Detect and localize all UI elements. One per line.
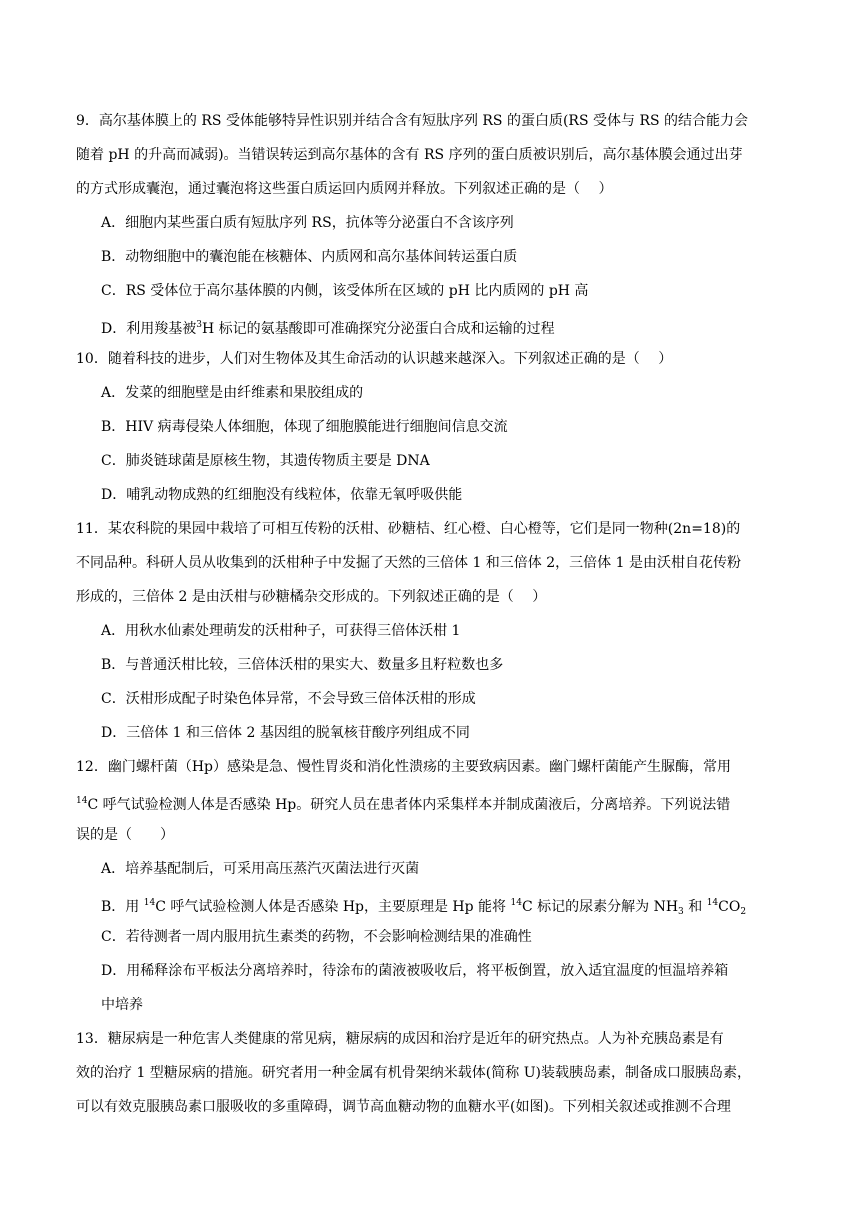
q9-stem-line-3: 的方式形成囊泡，通过囊泡将这些蛋白质运回内质网并释放。下列叙述正确的是（ ） [76,181,613,197]
q9-option-d-part2: H 标记的氨基酸即可准确探究分泌蛋白合成和运输的过程 [201,321,555,337]
q12-stem-superscript: 14 [76,796,88,806]
q12-stem-line-1: 12．幽门螺杆菌（Hp）感染是急、慢性胃炎和消化性溃疡的主要致病因素。幽门螺杆菌能产生脲酶，常用 [76,759,731,775]
q12-option-d-line-2: 中培养 [101,997,143,1013]
q11-stem-line-1: 11．某农科院的果园中栽培了可相互传粉的沃柑、砂糖桔、红心橙、白心橙等，它们是同一物种(2n=18)的 [76,521,741,537]
q9-option-a: A．细胞内某些蛋白质有短肽序列 RS，抗体等分泌蛋白不含该序列 [101,215,514,231]
q12-option-b-part5: CO [718,899,741,915]
q11-stem-line-2: 不同品种。科研人员从收集到的沃柑种子中发掘了天然的三倍体 1 和三倍体 2，三倍体 1 是由沃柑自花传粉 [76,555,741,571]
q9-stem-line-1: 9．高尔基体膜上的 RS 受体能够特异性识别并结合含有短肽序列 RS 的蛋白质(RS 受体与 RS 的结合能力会 [76,113,749,129]
q12-option-b-sup1: 14 [143,898,156,908]
q12-option-b-sup2: 14 [510,898,522,908]
q13-stem-line-3: 可以有效克服胰岛素口服吸收的多重障碍，调节高血糖动物的血糖水平(如图)。下列相关叙述或推测不合理 [76,1099,731,1115]
q12-option-b-part2: C 呼气试验检测人体是否感染 Hp，主要原理是 Hp 能将 [155,899,511,915]
q10-option-d: D．哺乳动物成熟的红细胞没有线粒体，依靠无氧呼吸供能 [101,487,463,503]
q12-option-b-sup3: 14 [706,898,719,908]
q10-option-c: C．肺炎链球菌是原核生物，其遗传物质主要是 DNA [101,453,430,469]
q9-option-b: B．动物细胞中的囊泡能在核糖体、内质网和高尔基体间转运蛋白质 [101,249,518,265]
q10-option-a: A．发菜的细胞壁是由纤维素和果胶组成的 [101,385,364,401]
q12-option-c: C．若待测者一周内服用抗生素类的药物，不会影响检测结果的准确性 [101,929,532,945]
q13-stem-line-1: 13．糖尿病是一种危害人类健康的常见病，糖尿病的成因和治疗是近年的研究热点。人为补充胰岛素是有 [76,1031,724,1047]
q10-option-b: B．HIV 病毒侵染人体细胞，体现了细胞膜能进行细胞间信息交流 [101,419,508,435]
q12-option-b [101,892,746,923]
q12-option-b-part4: 和 [683,899,707,915]
q12-option-b-sub1: 3 [678,907,684,917]
q9-option-d-part1: D．利用羧基被 [101,321,197,337]
q9-option-c: C．RS 受体位于高尔基体膜的内侧，该受体所在区域的 pH 比内质网的 pH 高 [101,283,589,299]
q12-option-d-line-1: D．用稀释涂布平板法分离培养时，待涂布的菌液被吸收后，将平板倒置，放入适宜温度的恒温培养箱 [101,963,729,979]
q9-option-d [101,314,555,340]
q12-option-b-part1: B．用 [101,899,144,915]
q10-stem-line-1: 10．随着科技的进步，人们对生物体及其生命活动的认识越来越深入。下列叙述正确的是（ ） [76,351,673,367]
q12-option-b-sub2: 2 [740,907,747,917]
q12-option-a: A．培养基配制后，可采用高压蒸汽灭菌法进行灭菌 [101,861,420,877]
q11-option-a: A．用秋水仙素处理萌发的沃柑种子，可获得三倍体沃柑 1 [101,623,461,639]
q11-stem-line-3: 形成的，三倍体 2 是由沃柑与砂糖橘杂交形成的。下列叙述正确的是（ ） [76,589,547,605]
q12-option-b-part3: C 标记的尿素分解为 NH [521,899,679,915]
q9-stem-line-2: 随着 pH 的升高而减弱)。当错误转运到高尔基体的含有 RS 序列的蛋白质被识别后，高尔基体膜会通过出芽 [76,147,743,163]
q9-option-d-superscript: 3 [196,320,202,330]
q12-stem-line-3: 误的是（ ） [76,827,174,843]
q12-stem-line-2 [76,790,730,816]
q11-option-c: C．沃柑形成配子时染色体异常，不会导致三倍体沃柑的形成 [101,691,476,707]
q11-option-d: D．三倍体 1 和三倍体 2 基因组的脱氧核苷酸序列组成不同 [101,725,470,741]
q11-option-b: B．与普通沃柑比较，三倍体沃柑的果实大、数量多且籽粒数也多 [101,657,504,673]
q13-stem-line-2: 效的治疗 1 型糖尿病的措施。研究者用一种金属有机骨架纳米载体(简称 U)装载胰岛素，制备成口服胰岛素， [76,1065,751,1081]
q12-stem-line-2-text: C 呼气试验检测人体是否感染 Hp。研究人员在患者体内采集样本并制成菌液后，分离培养。下列说法错 [87,797,731,813]
